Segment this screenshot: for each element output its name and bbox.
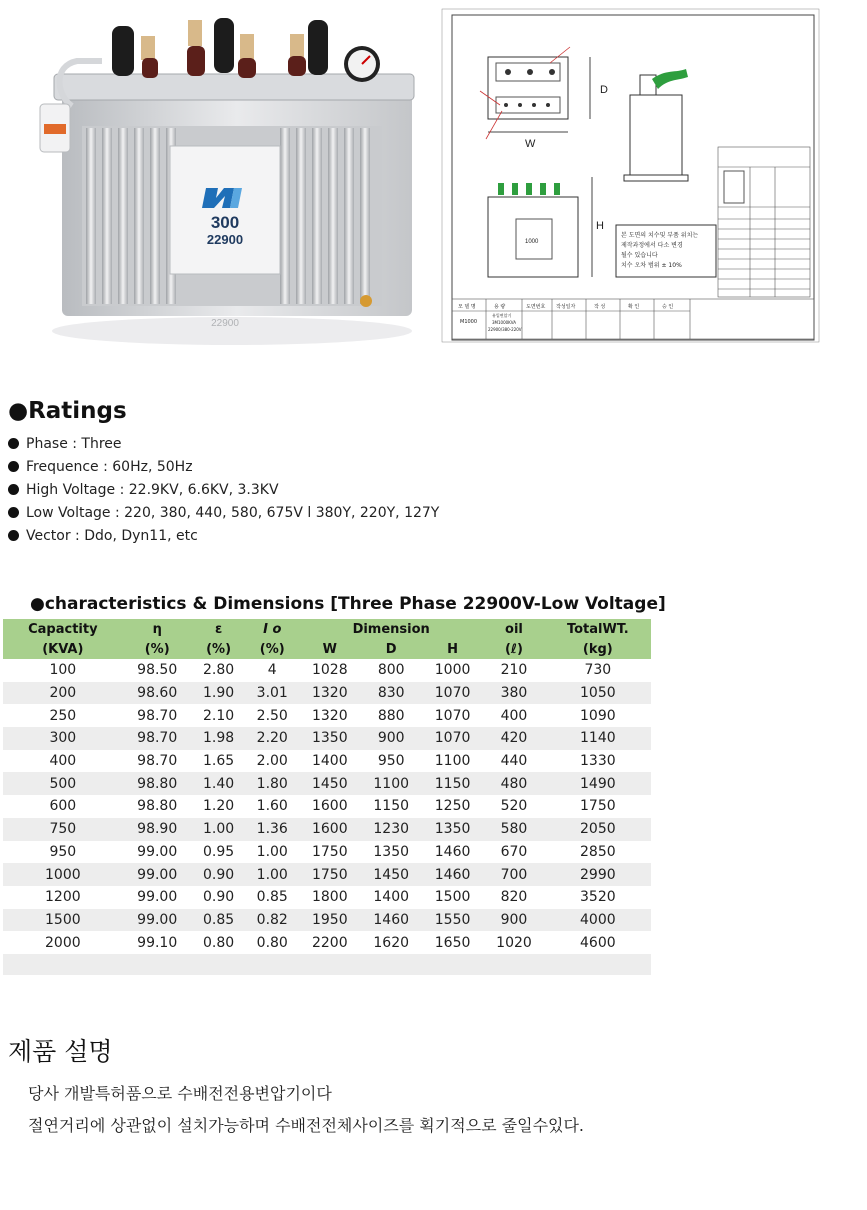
header-capacity: Capactity bbox=[3, 619, 123, 639]
table-row bbox=[3, 704, 651, 727]
drawing-note-line-1: 본 도면의 치수및 부품 위치는 bbox=[621, 232, 699, 239]
cell-no-load-current: 2.50 bbox=[256, 707, 288, 724]
header-impedance: ε bbox=[192, 619, 246, 639]
cell-capacity: 300 bbox=[3, 727, 123, 750]
rating-item-frequence bbox=[8, 457, 439, 480]
cell-weight: 1140 bbox=[545, 727, 651, 750]
table-row bbox=[3, 886, 651, 909]
cell-capacity: 750 bbox=[3, 818, 123, 841]
rating-item-label: Frequence : 60Hz, 50Hz bbox=[26, 459, 193, 475]
rating-item-label: Phase : Three bbox=[26, 436, 122, 452]
table-row bbox=[3, 727, 651, 750]
cell-depth: 1150 bbox=[373, 798, 410, 815]
cell-oil: 420 bbox=[483, 727, 544, 750]
cell-width: 1400 bbox=[311, 753, 348, 770]
cell-no-load-current: 2.20 bbox=[245, 727, 299, 750]
cell-no-load-current: 0.85 bbox=[256, 889, 288, 906]
cell-width: 1450 bbox=[299, 772, 360, 795]
photo-model-label: 300 bbox=[210, 213, 240, 232]
bullet-icon bbox=[8, 461, 19, 472]
drawing-value-rating: 3M1000KVA bbox=[492, 320, 517, 325]
cell-no-load-current: 0.80 bbox=[256, 934, 288, 951]
technical-drawing bbox=[440, 7, 821, 344]
cell-impedance: 0.85 bbox=[192, 909, 246, 932]
table-row bbox=[3, 909, 651, 932]
cell-depth: 1620 bbox=[373, 934, 410, 951]
cell-weight: 1330 bbox=[580, 753, 616, 770]
cell-capacity: 950 bbox=[49, 843, 77, 860]
ratings-list bbox=[8, 434, 439, 549]
drawing-h-label: H bbox=[596, 220, 604, 232]
unit-height: H bbox=[422, 639, 483, 659]
cell-height: 1500 bbox=[434, 889, 471, 906]
unit-kva: (KVA) bbox=[3, 639, 123, 659]
cell-height: 1100 bbox=[434, 753, 471, 770]
cell-height: 1070 bbox=[422, 682, 483, 705]
cell-weight: 1750 bbox=[580, 798, 616, 815]
cell-oil: 580 bbox=[483, 818, 544, 841]
drawing-value-voltage: 22900/380-220V bbox=[488, 327, 522, 332]
cell-oil: 210 bbox=[500, 662, 528, 679]
table-row-empty bbox=[3, 954, 651, 975]
cell-efficiency: 98.80 bbox=[123, 772, 192, 795]
table-row bbox=[3, 772, 651, 795]
cell-capacity: 100 bbox=[49, 662, 77, 679]
drawing-header-approve: 승 인 bbox=[662, 304, 674, 310]
characteristics-table bbox=[3, 619, 651, 975]
table-row bbox=[3, 863, 651, 886]
header-efficiency: η bbox=[123, 619, 192, 639]
cell-height: 1150 bbox=[422, 772, 483, 795]
cell-capacity: 250 bbox=[49, 707, 77, 724]
cell-efficiency: 98.70 bbox=[137, 707, 178, 724]
cell-capacity: 2000 bbox=[45, 934, 81, 951]
bullet-icon bbox=[8, 484, 19, 495]
cell-no-load-current: 1.00 bbox=[256, 843, 288, 860]
cell-weight: 730 bbox=[584, 662, 612, 679]
drawing-note-line-4: 치수 오차 범위 ± 10% bbox=[621, 262, 682, 269]
cell-depth: 800 bbox=[377, 662, 405, 679]
cell-capacity: 1200 bbox=[45, 889, 81, 906]
rating-item-vector bbox=[8, 526, 439, 549]
unit-width: W bbox=[299, 639, 360, 659]
cell-oil: 400 bbox=[500, 707, 528, 724]
cell-capacity: 1000 bbox=[3, 863, 123, 886]
cell-depth: 830 bbox=[361, 682, 422, 705]
table-row bbox=[3, 682, 651, 705]
cell-capacity: 1500 bbox=[3, 909, 123, 932]
unit-oil: (ℓ) bbox=[483, 639, 544, 659]
bullet-icon bbox=[8, 438, 19, 449]
rating-item-phase bbox=[8, 434, 439, 457]
cell-weight: 1050 bbox=[545, 682, 651, 705]
drawing-header-author: 작 성 bbox=[594, 304, 606, 310]
cell-depth: 1350 bbox=[373, 843, 410, 860]
rating-item-label: Vector : Ddo, Dyn11, etc bbox=[26, 528, 198, 544]
drawing-note-line-2: 제작과정에서 다소 변경 bbox=[621, 242, 683, 249]
cell-impedance: 1.98 bbox=[192, 727, 246, 750]
cell-oil: 700 bbox=[483, 863, 544, 886]
cell-no-load-current: 1.60 bbox=[256, 798, 288, 815]
cell-efficiency: 98.80 bbox=[137, 798, 178, 815]
drawing-note-line-3: 될수 있습니다 bbox=[621, 252, 658, 259]
cell-efficiency: 99.00 bbox=[123, 909, 192, 932]
cell-width: 1320 bbox=[299, 682, 360, 705]
cell-no-load-current: 1.80 bbox=[245, 772, 299, 795]
cell-depth: 1100 bbox=[361, 772, 422, 795]
cell-width: 1800 bbox=[311, 889, 348, 906]
unit-depth: D bbox=[361, 639, 422, 659]
cell-impedance: 2.10 bbox=[202, 707, 235, 724]
cell-height: 1250 bbox=[434, 798, 471, 815]
unit-no-load-current: (%) bbox=[245, 639, 299, 659]
cell-height: 1070 bbox=[422, 727, 483, 750]
cell-impedance: 1.20 bbox=[202, 798, 235, 815]
cell-impedance: 0.95 bbox=[202, 843, 235, 860]
description-title: 제품 설명 bbox=[8, 1037, 113, 1066]
cell-efficiency: 98.90 bbox=[123, 818, 192, 841]
photo-base-label: 22900 bbox=[211, 318, 239, 329]
cell-efficiency: 99.00 bbox=[123, 863, 192, 886]
unit-weight: (kg) bbox=[545, 639, 651, 659]
table-row bbox=[3, 750, 651, 773]
cell-capacity: 500 bbox=[3, 772, 123, 795]
drawing-value-model: M1000 bbox=[460, 319, 478, 325]
table-title: ●characteristics & Dimensions [Three Phase 22900V-Low Voltage] bbox=[30, 594, 666, 614]
cell-weight: 2050 bbox=[545, 818, 651, 841]
cell-weight: 3520 bbox=[580, 889, 616, 906]
cell-depth: 1230 bbox=[361, 818, 422, 841]
cell-no-load-current: 4 bbox=[267, 662, 277, 679]
cell-oil: 820 bbox=[500, 889, 528, 906]
table-row bbox=[3, 659, 651, 682]
cell-width: 2200 bbox=[311, 934, 348, 951]
cell-width: 1750 bbox=[299, 863, 360, 886]
cell-depth: 1460 bbox=[361, 909, 422, 932]
ratings-title: ●Ratings bbox=[8, 398, 127, 424]
drawing-header-date: 작성일자 bbox=[556, 304, 576, 310]
cell-height: 1550 bbox=[422, 909, 483, 932]
cell-no-load-current: 0.82 bbox=[245, 909, 299, 932]
table-row bbox=[3, 841, 651, 864]
unit-impedance: (%) bbox=[192, 639, 246, 659]
cell-no-load-current: 1.36 bbox=[245, 818, 299, 841]
cell-weight: 1090 bbox=[580, 707, 616, 724]
cell-weight: 4600 bbox=[580, 934, 616, 951]
cell-impedance: 1.65 bbox=[202, 753, 235, 770]
table-row bbox=[3, 795, 651, 818]
photo-voltage-label: 22900 bbox=[206, 232, 244, 247]
cell-width: 1600 bbox=[299, 818, 360, 841]
cell-height: 1070 bbox=[434, 707, 471, 724]
cell-height: 1650 bbox=[434, 934, 471, 951]
cell-impedance: 2.80 bbox=[202, 662, 235, 679]
drawing-header-capacity: 용 량 bbox=[494, 304, 506, 310]
cell-oil: 480 bbox=[483, 772, 544, 795]
bullet-icon bbox=[8, 507, 19, 518]
cell-impedance: 1.40 bbox=[192, 772, 246, 795]
cell-height: 1460 bbox=[434, 843, 471, 860]
cell-oil: 900 bbox=[483, 909, 544, 932]
table-header-row bbox=[3, 619, 651, 639]
cell-width: 1320 bbox=[311, 707, 348, 724]
cell-efficiency: 98.70 bbox=[123, 727, 192, 750]
cell-depth: 950 bbox=[377, 753, 405, 770]
cell-weight: 4000 bbox=[545, 909, 651, 932]
rating-item-label: Low Voltage : 220, 380, 440, 580, 675V l 380Y, 220Y, 127Y bbox=[26, 505, 440, 521]
description-line-2: 절연거리에 상관없이 설치가능하며 수배전전체사이즈를 획기적으로 줄일수있다. bbox=[28, 1116, 585, 1135]
rating-item-high-voltage bbox=[8, 480, 439, 503]
cell-depth: 880 bbox=[377, 707, 405, 724]
cell-impedance: 0.90 bbox=[202, 889, 235, 906]
cell-capacity: 600 bbox=[49, 798, 77, 815]
cell-depth: 900 bbox=[361, 727, 422, 750]
cell-no-load-current: 3.01 bbox=[245, 682, 299, 705]
unit-efficiency: (%) bbox=[123, 639, 192, 659]
drawing-header-number: 도면번호 bbox=[526, 304, 546, 310]
cell-weight: 2850 bbox=[580, 843, 616, 860]
cell-height: 1350 bbox=[422, 818, 483, 841]
cell-impedance: 0.90 bbox=[192, 863, 246, 886]
cell-width: 1350 bbox=[299, 727, 360, 750]
bullet-icon bbox=[8, 530, 19, 541]
cell-empty bbox=[3, 954, 651, 975]
header-oil: oil bbox=[483, 619, 544, 639]
cell-impedance: 1.00 bbox=[192, 818, 246, 841]
cell-oil: 670 bbox=[500, 843, 528, 860]
drawing-header-check: 확 인 bbox=[628, 304, 640, 310]
cell-width: 1600 bbox=[311, 798, 348, 815]
cell-width: 1950 bbox=[299, 909, 360, 932]
cell-capacity: 400 bbox=[49, 753, 77, 770]
cell-efficiency: 98.60 bbox=[123, 682, 192, 705]
cell-width: 1750 bbox=[311, 843, 348, 860]
table-subheader-row bbox=[3, 639, 651, 659]
transformer-photo bbox=[2, 6, 420, 348]
drawing-header-model: 모 델 명 bbox=[458, 304, 476, 310]
cell-weight: 2990 bbox=[545, 863, 651, 886]
rating-item-label: High Voltage : 22.9KV, 6.6KV, 3.3KV bbox=[26, 482, 279, 498]
cell-no-load-current: 2.00 bbox=[256, 753, 288, 770]
cell-depth: 1450 bbox=[361, 863, 422, 886]
cell-no-load-current: 1.00 bbox=[245, 863, 299, 886]
table-body bbox=[3, 659, 651, 975]
header-no-load-current: I o bbox=[245, 619, 299, 639]
cell-oil: 440 bbox=[500, 753, 528, 770]
table-row bbox=[3, 818, 651, 841]
rating-item-low-voltage bbox=[8, 503, 439, 526]
header-total-weight: TotalWT. bbox=[545, 619, 651, 639]
description-line-1: 당사 개발특허품으로 수배전전용변압기이다 bbox=[28, 1084, 332, 1103]
cell-height: 1000 bbox=[434, 662, 471, 679]
cell-efficiency: 99.10 bbox=[137, 934, 178, 951]
drawing-w-label: W bbox=[525, 138, 536, 150]
cell-efficiency: 98.50 bbox=[137, 662, 178, 679]
drawing-model-mark: 1000 bbox=[525, 239, 539, 245]
drawing-value-type: 유입변압기 bbox=[492, 313, 512, 318]
cell-width: 1028 bbox=[311, 662, 348, 679]
cell-oil: 380 bbox=[483, 682, 544, 705]
cell-weight: 1490 bbox=[545, 772, 651, 795]
cell-impedance: 0.80 bbox=[202, 934, 235, 951]
cell-depth: 1400 bbox=[373, 889, 410, 906]
table-row bbox=[3, 931, 651, 954]
cell-efficiency: 98.70 bbox=[137, 753, 178, 770]
cell-height: 1460 bbox=[422, 863, 483, 886]
cell-efficiency: 99.00 bbox=[137, 889, 178, 906]
cell-oil: 520 bbox=[500, 798, 528, 815]
cell-efficiency: 99.00 bbox=[137, 843, 178, 860]
drawing-d-label: D bbox=[600, 84, 608, 96]
cell-impedance: 1.90 bbox=[192, 682, 246, 705]
header-dimension: Dimension bbox=[299, 619, 483, 639]
cell-capacity: 200 bbox=[3, 682, 123, 705]
cell-oil: 1020 bbox=[496, 934, 532, 951]
